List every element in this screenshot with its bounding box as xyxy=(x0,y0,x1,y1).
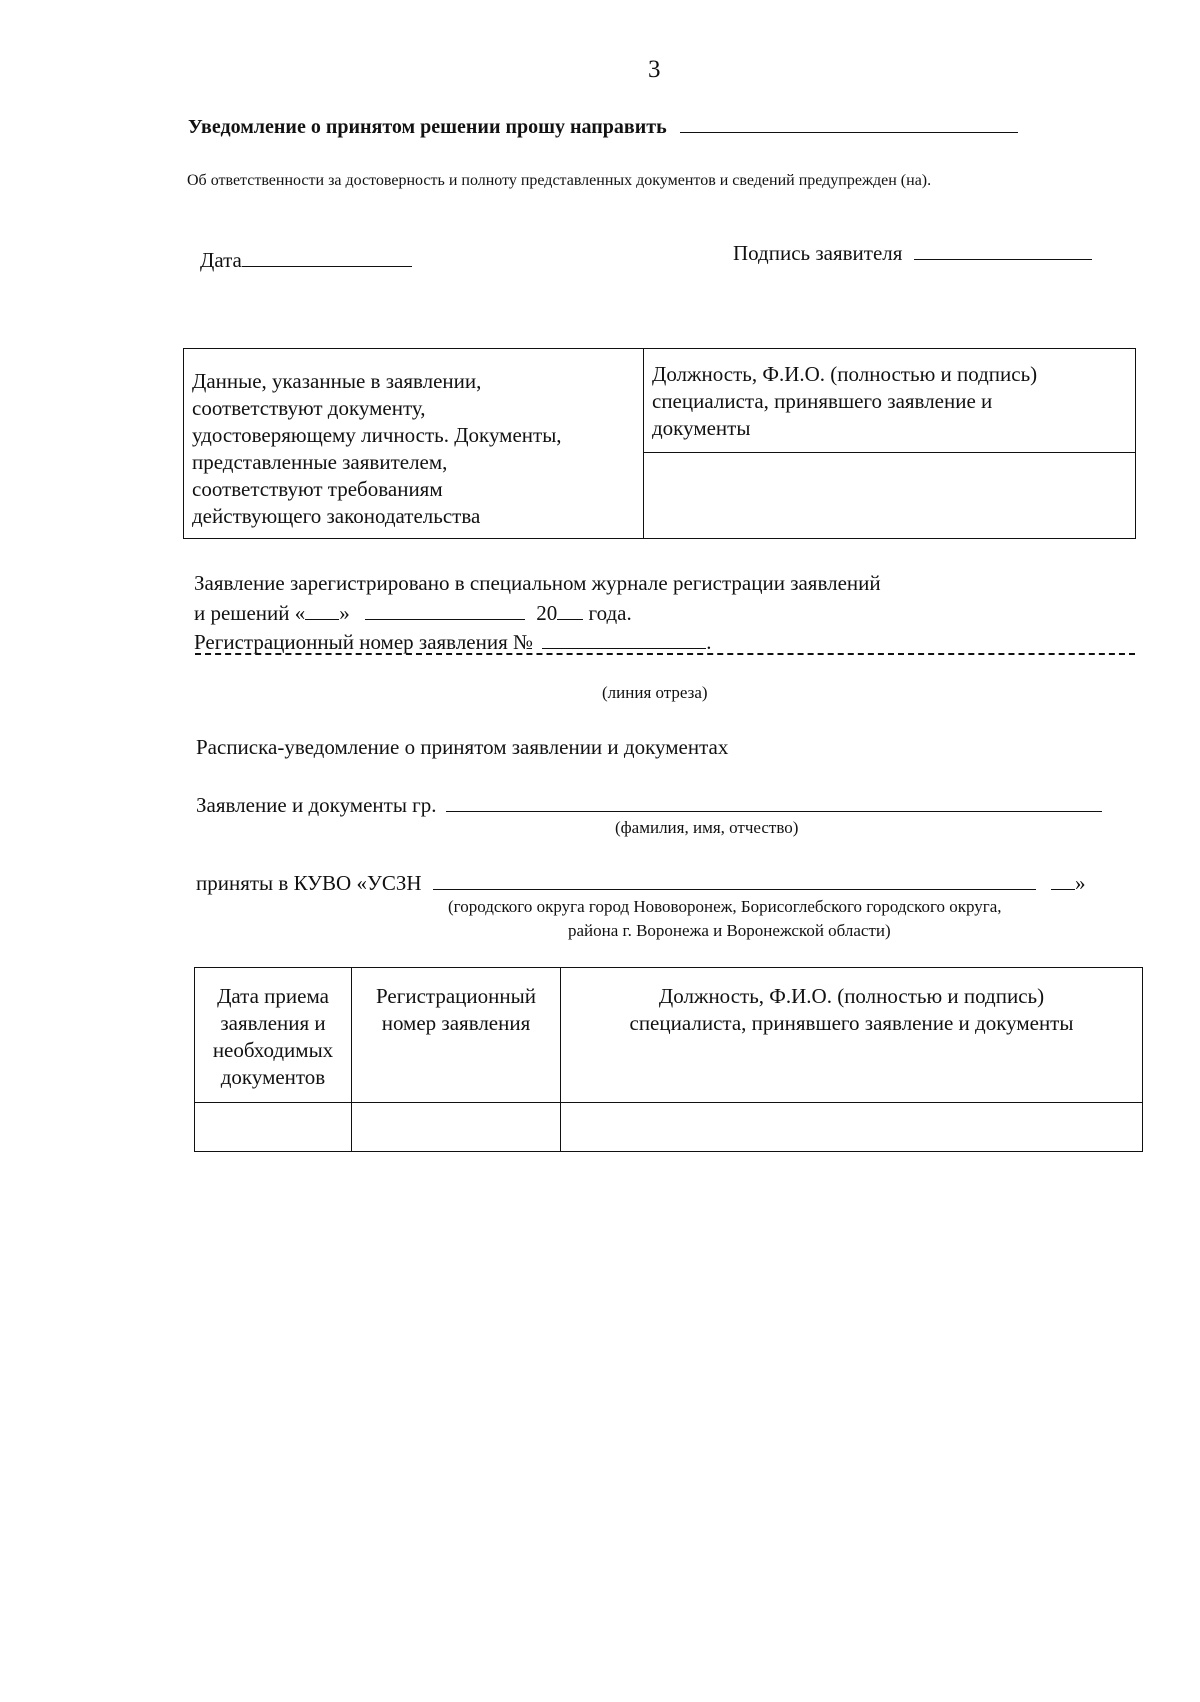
registration-year-prefix: 20 xyxy=(536,601,558,625)
receipt-number-header-line: номер заявления xyxy=(381,1011,531,1035)
receipt-specialist-cell[interactable] xyxy=(561,1103,1143,1152)
applicant-name-caption: (фамилия, имя, отчество) xyxy=(615,818,799,837)
registration-line-1: Заявление зарегистрировано в специальном журнале регистрации заявлений xyxy=(194,571,881,595)
registration-quote-close: » xyxy=(339,601,350,625)
specialist-header-line: специалиста, принявшего заявление и xyxy=(652,389,993,413)
specialist-signature-cell[interactable] xyxy=(644,453,1136,539)
department-blank[interactable] xyxy=(433,888,1036,890)
responsibility-note: Об ответственности за достоверность и полноту представленных документов и сведений предупрежден (на). xyxy=(187,172,932,189)
date-line xyxy=(200,248,412,273)
receipt-table xyxy=(194,967,1143,1152)
signature-line xyxy=(733,241,1092,266)
verification-line: представленные заявителем, xyxy=(192,450,448,474)
verification-line: соответствуют требованиям xyxy=(192,477,443,501)
accepted-line xyxy=(196,871,1086,896)
verification-line: соответствуют документу, xyxy=(192,396,426,420)
registration-day-blank[interactable] xyxy=(305,618,339,620)
receipt-specialist-header-line: специалиста, принявшего заявление и документы xyxy=(629,1011,1074,1035)
verification-line: Данные, указанные в заявлении, xyxy=(192,369,482,393)
accepted-label: приняты в КУВО «УСЗН xyxy=(196,871,422,895)
receipt-date-header-line: Дата приема xyxy=(217,984,329,1008)
receipt-number-header-line: Регистрационный xyxy=(376,984,536,1008)
verification-statement-cell xyxy=(184,349,644,539)
receipt-specialist-header xyxy=(561,968,1143,1103)
receipt-date-cell[interactable] xyxy=(195,1103,352,1152)
documents-from-label: Заявление и документы гр. xyxy=(196,793,437,817)
documents-from-line xyxy=(196,793,1102,818)
registration-number-suffix: . xyxy=(706,630,712,654)
applicant-name-blank[interactable] xyxy=(446,810,1102,812)
receipt-date-header-line: заявления и xyxy=(220,1011,326,1035)
registration-year-suffix: года. xyxy=(588,601,632,625)
cut-line-caption: (линия отреза) xyxy=(602,683,708,702)
receipt-number-header xyxy=(352,968,561,1103)
verification-line: удостоверяющему личность. Документы, xyxy=(192,423,562,447)
registration-line-2 xyxy=(194,601,632,626)
date-label: Дата xyxy=(200,248,242,272)
date-blank[interactable] xyxy=(242,265,412,267)
receipt-date-header xyxy=(195,968,352,1103)
receipt-date-header-line: документов xyxy=(220,1065,326,1089)
notify-address-blank[interactable] xyxy=(680,131,1018,133)
registration-month-blank[interactable] xyxy=(365,618,525,620)
accepted-caption-2: района г. Воронежа и Воронежской области) xyxy=(568,921,891,940)
accepted-close-quote: » xyxy=(1075,871,1086,895)
page-number: 3 xyxy=(648,56,661,83)
specialist-header-line: Должность, Ф.И.О. (полностью и подпись) xyxy=(652,362,1038,386)
signature-label: Подпись заявителя xyxy=(733,241,903,265)
verification-line: действующего законодательства xyxy=(192,504,481,528)
department-suffix-blank[interactable] xyxy=(1051,888,1075,890)
registration-line-3 xyxy=(194,630,712,655)
registration-number-blank[interactable] xyxy=(542,647,706,649)
cut-line xyxy=(195,653,1135,655)
accepted-caption-1: (городского округа город Нововоронеж, Борисоглебского городского округа, xyxy=(448,897,1002,916)
registration-number-label: Регистрационный номер заявления № xyxy=(194,630,534,654)
receipt-title: Расписка-уведомление о принятом заявлении и документах xyxy=(196,735,729,759)
receipt-number-cell[interactable] xyxy=(352,1103,561,1152)
verification-table xyxy=(183,348,1136,539)
registration-date-prefix: и решений « xyxy=(194,601,306,625)
registration-year-blank[interactable] xyxy=(557,618,583,620)
notify-request-label: Уведомление о принятом решении прошу направить xyxy=(188,116,667,138)
receipt-date-header-line: необходимых xyxy=(212,1038,334,1062)
specialist-header-line: документы xyxy=(652,416,751,440)
receipt-specialist-header-line: Должность, Ф.И.О. (полностью и подпись) xyxy=(658,984,1045,1008)
notify-request-line xyxy=(188,116,1018,139)
specialist-header-cell xyxy=(644,349,1136,453)
signature-blank[interactable] xyxy=(914,258,1092,260)
